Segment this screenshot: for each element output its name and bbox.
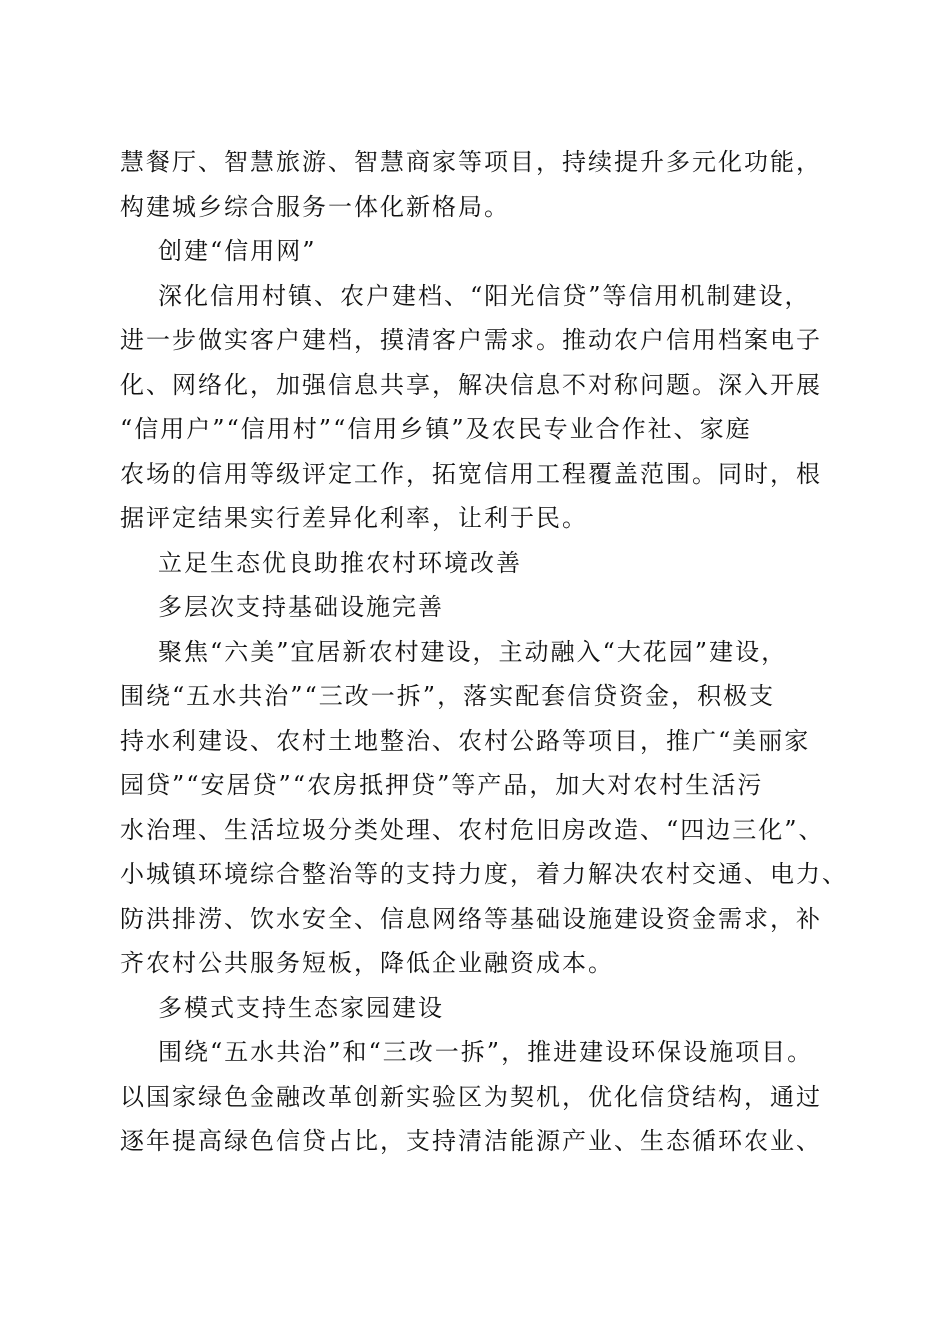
document-body (120, 140, 848, 1164)
text-line: 围绕“五水共治”“三改一拆”，落实配套信贷资金，积极支 (120, 682, 776, 710)
text-line: 防洪排涝、饮水安全、信息网络等基础设施建设资金需求，补 (120, 904, 822, 933)
text-line: 多模式支持生态家园建设 (158, 993, 444, 1022)
text-line: 立足生态优良助推农村环境改善 (158, 548, 522, 577)
text-line: 多层次支持基础设施完善 (158, 593, 444, 621)
text-line: 小城镇环境综合整治等的支持力度，着力解决农村交通、电力、 (120, 860, 848, 888)
text-line: 聚焦“六美”宜居新农村建设，主动融入“大花园”建设， (158, 637, 788, 666)
text-line: 围绕“五水共治”和“三改一拆”，推进建设环保设施项目。 (158, 1038, 814, 1066)
text-line: 齐农村公共服务短板，降低企业融资成本。 (120, 949, 614, 977)
text-line: 农场的信用等级评定工作，拓宽信用工程覆盖范围。同时，根 (120, 459, 822, 488)
text-line: 慧餐厅、智慧旅游、智慧商家等项目，持续提升多元化功能， (120, 148, 822, 176)
text-line: 创建“信用网” (158, 237, 317, 265)
text-line: 化、网络化，加强信息共享，解决信息不对称问题。深入开展 (120, 370, 822, 399)
text-line: “信用户”“信用村”“信用乡镇”及农民专业合作社、家庭 (120, 415, 752, 443)
text-line: 构建城乡综合服务一体化新格局。 (120, 192, 510, 221)
text-line: 逐年提高绿色信贷占比，支持清洁能源产业、生态循环农业、 (120, 1127, 822, 1155)
text-line: 水治理、生活垃圾分类处理、农村危旧房改造、“四边三化”、 (120, 815, 825, 844)
text-line: 园贷”“安居贷”“农房抵押贷”等产品，加大对农村生活污 (120, 771, 764, 799)
text-line: 持水利建设、农村土地整治、农村公路等项目，推广“美丽家 (120, 726, 811, 755)
text-line: 以国家绿色金融改革创新实验区为契机，优化信贷结构，通过 (120, 1082, 822, 1111)
text-line: 进一步做实客户建档，摸清客户需求。推动农户信用档案电子 (120, 326, 822, 354)
text-line: 深化信用村镇、农户建档、“阳光信贷”等信用机制建设， (158, 281, 811, 310)
text-line: 据评定结果实行差异化利率，让利于民。 (120, 504, 588, 532)
